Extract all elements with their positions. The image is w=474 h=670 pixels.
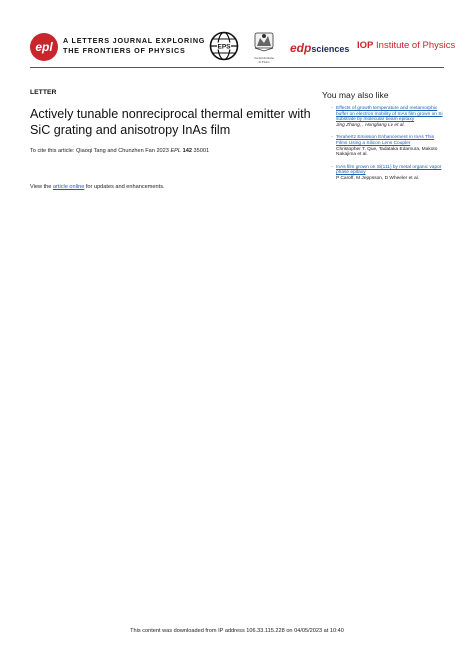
view-prefix: View the (30, 184, 53, 190)
iop-mark: IOP (357, 40, 374, 51)
header-divider (30, 67, 444, 68)
iop-word: Institute of Physics (376, 40, 456, 51)
article-title: Actively tunable nonreciprocal thermal emitter with SiC grating and anisotropy InAs film (30, 107, 311, 137)
svg-text:EPS: EPS (217, 43, 231, 51)
list-dash: - (331, 164, 333, 170)
citation-line (30, 148, 209, 154)
edp-sciences-logo[interactable] (290, 39, 349, 57)
related-article-authors (336, 176, 444, 182)
related-article-authors (336, 123, 444, 129)
epl-logo[interactable]: epl (30, 33, 58, 61)
download-footer: This content was downloaded from IP address 106.33.115.228 on 04/05/2023 at 10:40 (130, 628, 344, 634)
citation-page: 35001 (193, 148, 210, 154)
related-article-item (322, 165, 444, 182)
sif-crest-icon (253, 30, 275, 52)
related-article-item (322, 106, 444, 128)
related-article-item (322, 135, 444, 157)
list-dash: - (331, 106, 333, 111)
edp-word: sciences (311, 44, 350, 54)
citation-volume: 142 (182, 148, 192, 154)
sif-name (249, 57, 279, 64)
related-articles-sidebar (322, 90, 444, 189)
iop-logo[interactable] (357, 40, 455, 51)
epl-tagline-line-2: THE FRONTIERS OF PHYSICS (63, 45, 186, 55)
related-article-authors-plain: Christopher T. Que, Tadataka Edamura, Makoto Nakajima et al. (336, 146, 438, 158)
related-article-link[interactable]: InAs film grown on Si(111) by metal organic vapor phase epitaxy (336, 164, 442, 176)
related-article-authors-italic: Jing Zhang, , Hongliang Lv et al. (336, 122, 405, 128)
article-online-link[interactable]: article online (52, 184, 85, 190)
sif-name-line-1: Società Italiana (254, 56, 274, 60)
article-type-label: LETTER (30, 89, 57, 96)
related-articles-title: You may also like (322, 90, 389, 100)
citation-journal: EPL (170, 148, 182, 154)
eps-globe-logo[interactable] (209, 31, 239, 61)
related-article-authors-plain: P Caroff, M Jeppsson, D Wheeler et al. (336, 175, 420, 181)
sif-name-line-2: di Fisica (258, 59, 270, 64)
view-suffix: for updates and enhancements. (84, 184, 165, 190)
related-article-link[interactable]: Terahertz Emission Enhancement in InAs Thin Films Using a Silicon Lens Coupler (336, 135, 435, 146)
epl-tagline-line-1: A LETTERS JOURNAL EXPLORING (63, 36, 206, 45)
related-article-authors (336, 147, 444, 158)
citation-prefix: To cite this article: Qiaoqi Tang and Chunzhen Fan 2023 (30, 148, 171, 154)
related-article-link[interactable]: Effects of growth temperature and metamorphic buffer on electron mobility of InAs film grown on Si substrate by molecular beam epitaxy (336, 106, 443, 123)
epl-tagline (63, 36, 205, 55)
sif-logo[interactable] (249, 30, 279, 66)
edp-mark: edp (290, 41, 312, 55)
view-online-line (30, 184, 165, 190)
list-dash: - (331, 135, 333, 141)
journal-header (30, 30, 456, 68)
